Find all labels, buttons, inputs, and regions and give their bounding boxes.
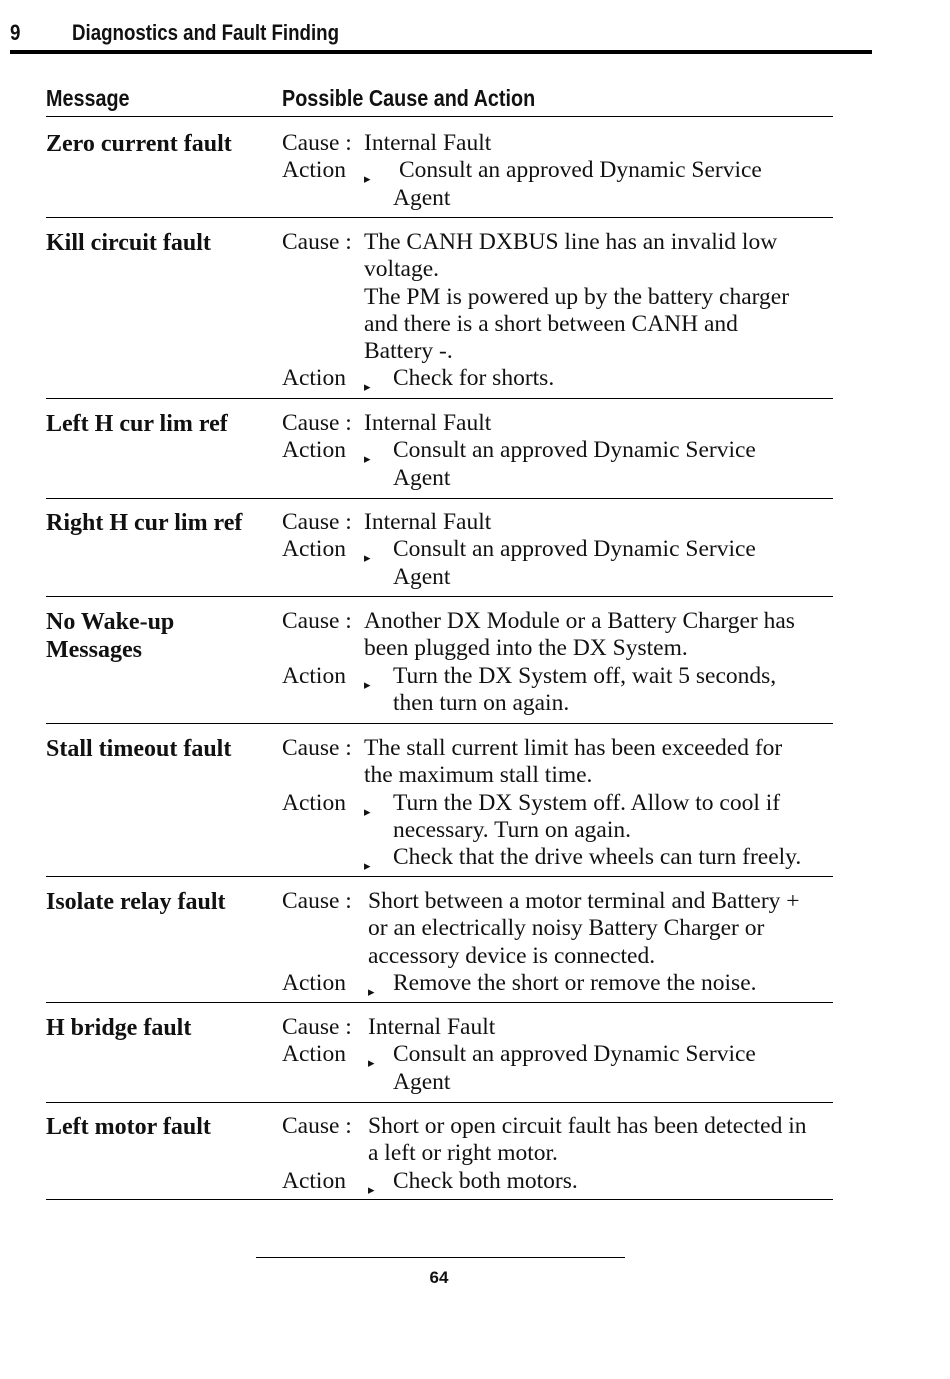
action-text: necessary. Turn on again.: [393, 816, 632, 843]
column-header-message: Message: [46, 85, 130, 111]
cause-action: [282, 735, 833, 871]
table-row: [46, 130, 833, 218]
cause-label: Cause :: [282, 410, 352, 436]
cause-text: Short or open circuit fault has been detected in: [368, 1113, 807, 1139]
cause-text: the maximum stall time.: [364, 762, 593, 789]
cause-label: Cause :: [282, 735, 352, 761]
action-text: Agent: [393, 1068, 451, 1095]
table-row: [46, 1014, 833, 1103]
action-text: Check for shorts.: [393, 365, 555, 392]
action-text: Check that the drive wheels can turn freely.: [393, 844, 802, 871]
action-text: Consult an approved Dynamic Service: [393, 536, 756, 563]
table-row: [46, 608, 833, 724]
cause-label: Cause :: [282, 130, 352, 156]
cause-text: Internal Fault: [364, 130, 492, 156]
fault-message-line: Left motor fault: [46, 1114, 211, 1140]
cause-label: Cause :: [282, 1014, 352, 1040]
cause-label: Cause :: [282, 608, 352, 634]
fault-message-line: Messages: [46, 637, 142, 663]
bullet-icon: [364, 844, 371, 871]
fault-message: [46, 888, 266, 916]
action-label: Action: [282, 157, 346, 184]
cause-text: Internal Fault: [364, 509, 492, 535]
cause-text: Battery -.: [364, 338, 453, 365]
table-row: [46, 410, 833, 499]
cause-text: Another DX Module or a Battery Charger has: [364, 608, 795, 634]
cause-text: a left or right motor.: [368, 1140, 558, 1167]
cause-label: Cause :: [282, 229, 352, 255]
fault-message-line: No Wake-up: [46, 609, 175, 635]
cause-action: [282, 888, 833, 997]
action-label: Action: [282, 437, 346, 464]
fault-message: [46, 509, 266, 537]
cause-action: [282, 509, 833, 591]
cause-text: Internal Fault: [364, 410, 492, 436]
action-label: Action: [282, 365, 346, 392]
action-text: Remove the short or remove the noise.: [393, 969, 757, 996]
action-text: Agent: [393, 464, 451, 491]
bullet-icon: [364, 663, 371, 690]
cause-action: [282, 130, 833, 212]
cause-action: [282, 229, 833, 393]
fault-message: [46, 229, 266, 257]
action-text: then turn on again.: [393, 689, 570, 716]
bullet-icon: [364, 790, 371, 817]
cause-text: and there is a short between CANH and: [364, 310, 738, 337]
fault-message-line: Right H cur lim ref: [46, 510, 243, 536]
fault-message: [46, 735, 266, 763]
bullet-icon: [364, 437, 371, 464]
cause-label: Cause :: [282, 1113, 352, 1139]
action-text: Agent: [393, 184, 451, 211]
action-label: Action: [282, 789, 346, 816]
fault-message: [46, 1113, 266, 1141]
fault-message-line: H bridge fault: [46, 1015, 192, 1041]
action-label: Action: [282, 662, 346, 689]
cause-action: [282, 1113, 833, 1195]
column-header-cause-action: Possible Cause and Action: [282, 85, 536, 111]
fault-message: [46, 130, 266, 158]
cause-action: [282, 410, 833, 492]
fault-message: [46, 410, 266, 438]
table-row: [46, 1113, 833, 1200]
cause-text: Short between a motor terminal and Battery +: [368, 888, 800, 914]
cause-text: Internal Fault: [368, 1014, 496, 1040]
cause-text: The stall current limit has been exceeded for: [364, 735, 783, 761]
bullet-icon: [368, 1168, 375, 1195]
action-text: Consult an approved Dynamic Service: [399, 157, 762, 184]
table-row: [46, 888, 833, 1003]
bullet-icon: [368, 970, 375, 997]
action-text: Agent: [393, 563, 451, 590]
action-text: Consult an approved Dynamic Service: [393, 437, 756, 464]
action-text: Consult an approved Dynamic Service: [393, 1041, 756, 1068]
bullet-icon: [364, 365, 371, 392]
page-number: 64: [429, 1268, 449, 1287]
cause-label: Cause :: [282, 888, 352, 914]
action-label: Action: [282, 536, 346, 563]
table-row: [46, 229, 833, 399]
header-rule: [46, 116, 833, 117]
action-label: Action: [282, 969, 346, 996]
cause-action: [282, 608, 833, 717]
bullet-icon: [364, 157, 371, 184]
cause-text: The PM is powered up by the battery charger: [364, 283, 790, 310]
chapter-header: [10, 20, 872, 54]
action-label: Action: [282, 1167, 346, 1194]
fault-message: [46, 608, 266, 664]
action-label: Action: [282, 1041, 346, 1068]
table-row: [46, 735, 833, 877]
fault-message-line: Zero current fault: [46, 131, 232, 157]
fault-message-line: Stall timeout fault: [46, 736, 232, 762]
fault-message-line: Isolate relay fault: [46, 889, 226, 915]
footer-rule: [256, 1257, 625, 1258]
table-row: [46, 509, 833, 597]
bullet-icon: [368, 1041, 375, 1068]
action-text: Check both motors.: [393, 1167, 578, 1194]
cause-action: [282, 1014, 833, 1096]
fault-message: [46, 1014, 266, 1042]
fault-message-line: Left H cur lim ref: [46, 411, 228, 437]
cause-text: voltage.: [364, 256, 440, 283]
cause-label: Cause :: [282, 509, 352, 535]
action-text: Turn the DX System off, wait 5 seconds,: [393, 662, 777, 689]
cause-text: or an electrically noisy Battery Charger or: [368, 915, 765, 942]
cause-text: accessory device is connected.: [368, 942, 656, 969]
chapter-title: Diagnostics and Fault Finding: [72, 20, 340, 45]
bullet-icon: [364, 536, 371, 563]
cause-text: The CANH DXBUS line has an invalid low: [364, 229, 778, 255]
chapter-number: 9: [10, 20, 21, 45]
cause-text: been plugged into the DX System.: [364, 635, 688, 662]
action-text: Turn the DX System off. Allow to cool if: [393, 789, 781, 816]
fault-message-line: Kill circuit fault: [46, 230, 211, 256]
